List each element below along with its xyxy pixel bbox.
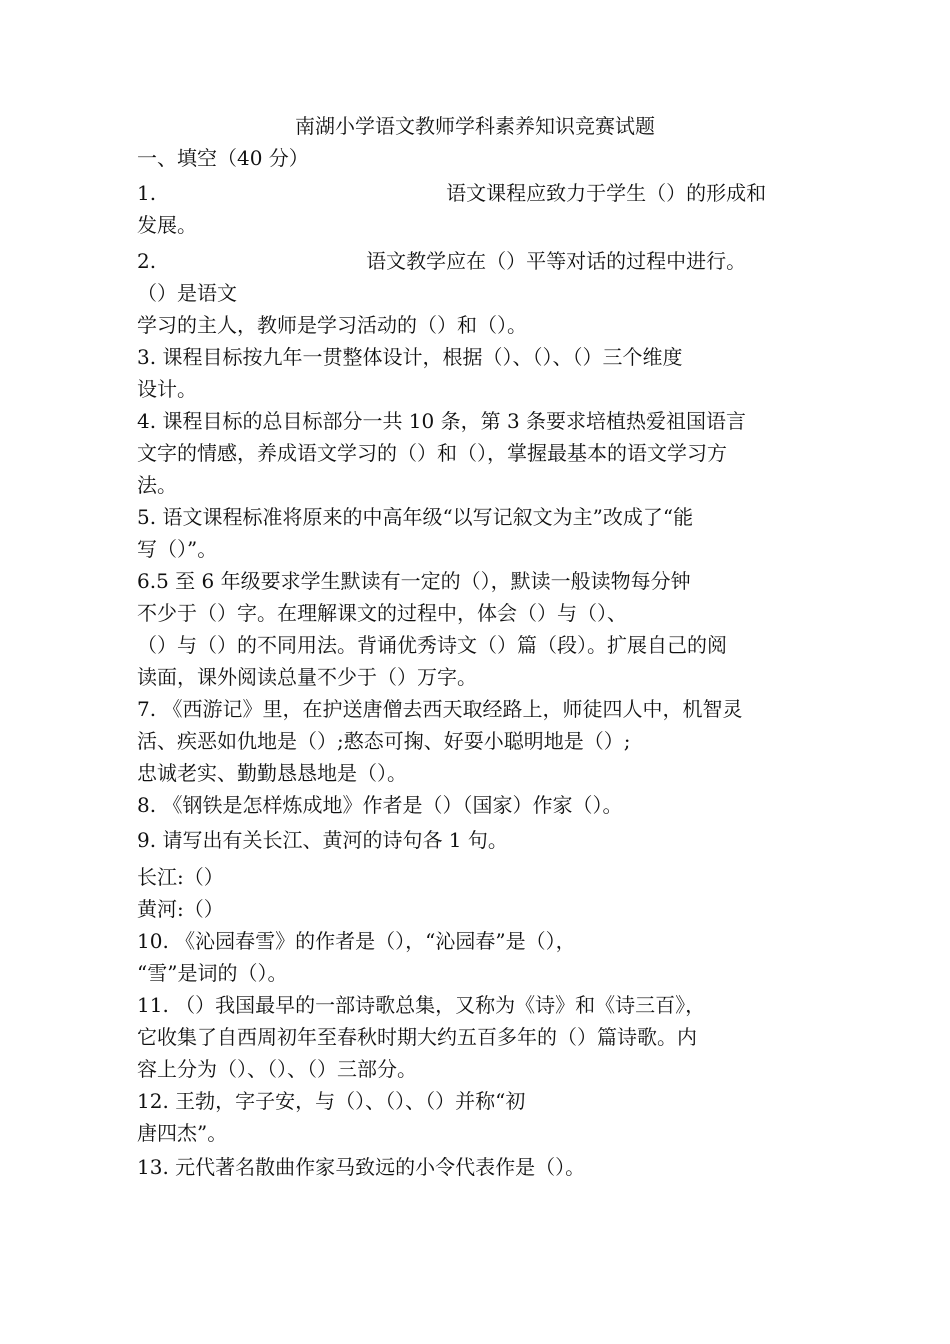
- question-6-cont: （）与（）的不同用法。背诵优秀诗文（）篇（段）。扩展自己的阅: [137, 633, 727, 657]
- question-6-cont: 读面，课外阅读总量不少于（）万字。: [137, 665, 477, 689]
- page-title: 南湖小学语文教师学科素养知识竞赛试题: [295, 114, 655, 138]
- question-10-cont: “雪”是词的（）。: [137, 961, 288, 985]
- question-1-cont: 发展。: [137, 213, 197, 237]
- question-7: 7. 《西游记》里，在护送唐僧去西天取经路上，师徒四人中，机智灵: [137, 697, 743, 721]
- question-13: 13. 元代著名散曲作家马致远的小令代表作是（）。: [137, 1155, 586, 1179]
- question-2-cont: 学习的主人，教师是学习活动的（）和（）。: [137, 313, 527, 337]
- question-4-cont: 法。: [137, 473, 177, 497]
- question-9-answer-changjiang: 长江:（）: [137, 865, 224, 889]
- question-10: 10. 《沁园春雪》的作者是（），“沁园春”是（），: [137, 929, 576, 953]
- question-12: 12. 王勃，字子安，与（）、（）、（）并称“初: [137, 1089, 526, 1113]
- question-9: 9. 请写出有关长江、黄河的诗句各 1 句。: [137, 828, 508, 852]
- question-5: 5. 语文课程标准将原来的中高年级“以写记叙文为主”改成了“能: [137, 505, 694, 529]
- question-3: 3. 课程目标按九年一贯整体设计，根据（）、（）、（）三个维度: [137, 345, 683, 369]
- question-7-cont: 活、疾恶如仇地是（）;憨态可掬、好耍小聪明地是（）;: [137, 729, 631, 753]
- question-number: 2.: [137, 249, 157, 273]
- question-2-cont: （）是语文: [137, 281, 237, 305]
- question-number: 1.: [137, 181, 157, 205]
- question-7-cont: 忠诚老实、勤勤恳恳地是（）。: [137, 761, 407, 785]
- question-3-cont: 设计。: [137, 377, 197, 401]
- question-4-cont: 文字的情感，养成语文学习的（）和（），掌握最基本的语文学习方: [137, 441, 727, 465]
- question-2: [137, 245, 827, 277]
- question-6: 6.5 至 6 年级要求学生默读有一定的（），默读一般读物每分钟: [137, 569, 691, 593]
- question-8: 8. 《钢铁是怎样炼成地》作者是（）（国家）作家（）。: [137, 793, 623, 817]
- question-4: 4. 课程目标的总目标部分一共 10 条，第 3 条要求培植热爱祖国语言: [137, 409, 747, 433]
- question-5-cont: 写（）”。: [137, 537, 218, 561]
- question-11-cont: 容上分为（）、（）、（）三部分。: [137, 1057, 417, 1081]
- question-1: [137, 177, 827, 209]
- section-heading: 一、填空（40 分）: [137, 146, 309, 170]
- question-text: 语文课程应致力于学生（）的形成和: [446, 181, 767, 205]
- question-11-cont: 它收集了自西周初年至春秋时期大约五百多年的（）篇诗歌。内: [137, 1025, 697, 1049]
- question-12-cont: 唐四杰”。: [137, 1121, 228, 1145]
- question-11: 11. （）我国最早的一部诗歌总集，又称为《诗》和《诗三百》，: [137, 993, 706, 1017]
- question-9-answer-huanghe: 黄河:（）: [137, 897, 224, 921]
- question-6-cont: 不少于（）字。在理解课文的过程中，体会（）与（）、: [137, 601, 627, 625]
- question-text: 语文教学应在（）平等对话的过程中进行。: [366, 249, 747, 273]
